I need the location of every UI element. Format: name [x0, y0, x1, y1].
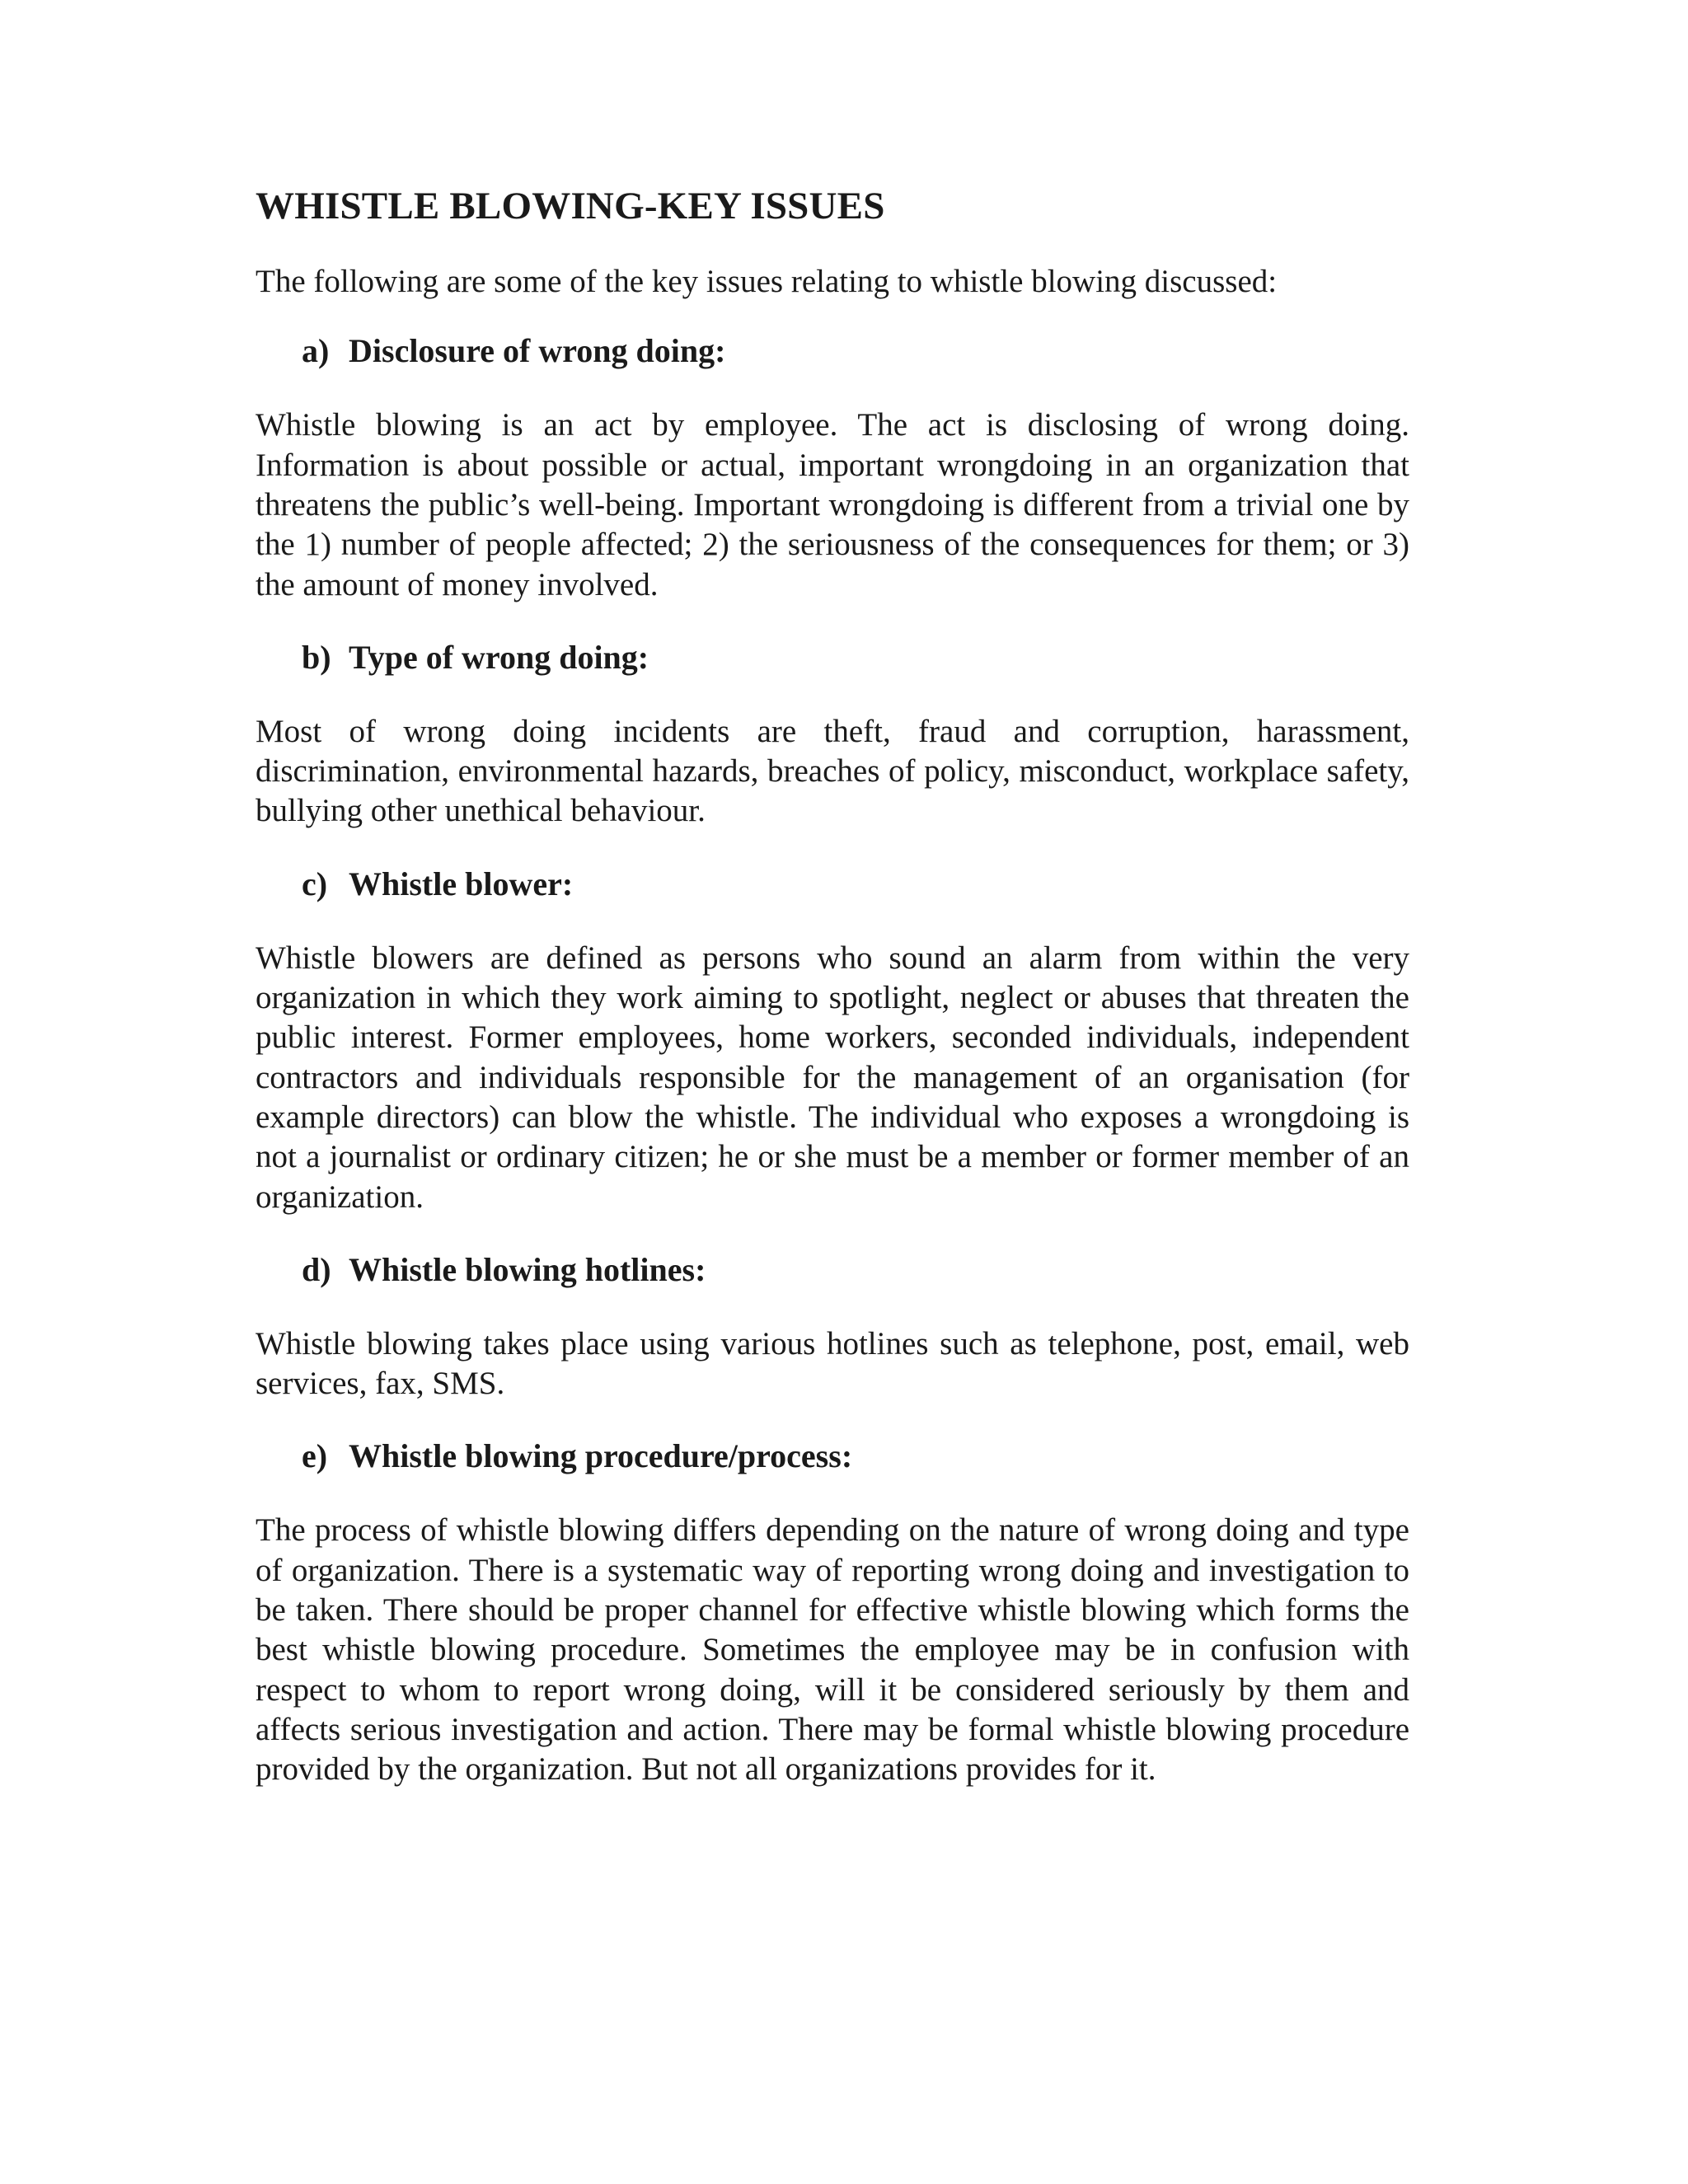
section-marker: c)	[302, 865, 328, 902]
section-procedure	[256, 1436, 1409, 1789]
section-heading-text: Disclosure of wrong doing:	[349, 332, 726, 370]
intro-paragraph: The following are some of the key issues relating to whistle blowing discussed:	[256, 264, 1278, 300]
section-heading	[302, 865, 1409, 904]
section-body: Whistle blowing takes place using various hotlines such as telephone, post, email, web services, fax, SMS.	[256, 1325, 1409, 1402]
section-marker: d)	[302, 1250, 331, 1288]
section-type-of-wrong-doing	[256, 638, 1409, 832]
section-disclosure	[256, 331, 1409, 604]
section-body: Most of wrong doing incidents are theft, fraud and corruption, harassment, discrimination, environmental hazards, breaches of policy, misconduct, workplace safety, bullying other unethical behaviour.	[256, 713, 1409, 829]
section-hotlines	[256, 1250, 1409, 1404]
section-heading-text: Type of wrong doing:	[349, 638, 649, 676]
section-heading	[302, 1436, 1409, 1476]
section-heading-text: Whistle blowing procedure/process:	[349, 1437, 853, 1475]
section-body: Whistle blowers are defined as persons who sound an alarm from within the very organization in which they work aiming to spotlight, neglect or abuses that threaten the public interest. Former employees, home workers, seconded individuals, independent contractors and individuals responsible for the management of an organisation (for example directors) can blow the whistle. The individual who exposes a wrongdoing is not a journalist or ordinary citizen; he or she must be a member or former member of an organization.	[256, 940, 1409, 1215]
section-heading-text: Whistle blower:	[349, 865, 574, 902]
document-page	[256, 183, 1409, 1823]
section-marker: e)	[302, 1437, 328, 1475]
section-heading-text: Whistle blowing hotlines:	[349, 1250, 706, 1288]
section-heading	[302, 331, 1409, 371]
section-body: Whistle blowing is an act by employee. The act is disclosing of wrong doing. Information is about possible or actual, important wrongdoing in an organization that threatens the public’s well-being. Important wrongdoing is different from a trivial one by the 1) number of people affected; 2) the seriousness of the consequences for them; or 3) the amount of money involved.	[256, 407, 1409, 602]
section-heading	[302, 638, 1409, 677]
section-heading	[302, 1250, 1409, 1290]
section-marker: b)	[302, 638, 331, 676]
section-whistle-blower	[256, 865, 1409, 1217]
section-marker: a)	[302, 332, 330, 370]
section-body: The process of whistle blowing differs depending on the nature of wrong doing and type of organization. There is a systematic way of reporting wrong doing and investigation to be taken. There should be proper channel for effective whistle blowing which forms the best whistle blowing procedure. Sometimes the employee may be in confusion with respect to whom to report wrong doing, will it be considered seriously by them and affects serious investigation and action. There may be formal whistle blowing procedure provided by the organization. But not all organizations provides for it.	[256, 1512, 1409, 1788]
document-title: WHISTLE BLOWING-KEY ISSUES	[256, 185, 885, 227]
